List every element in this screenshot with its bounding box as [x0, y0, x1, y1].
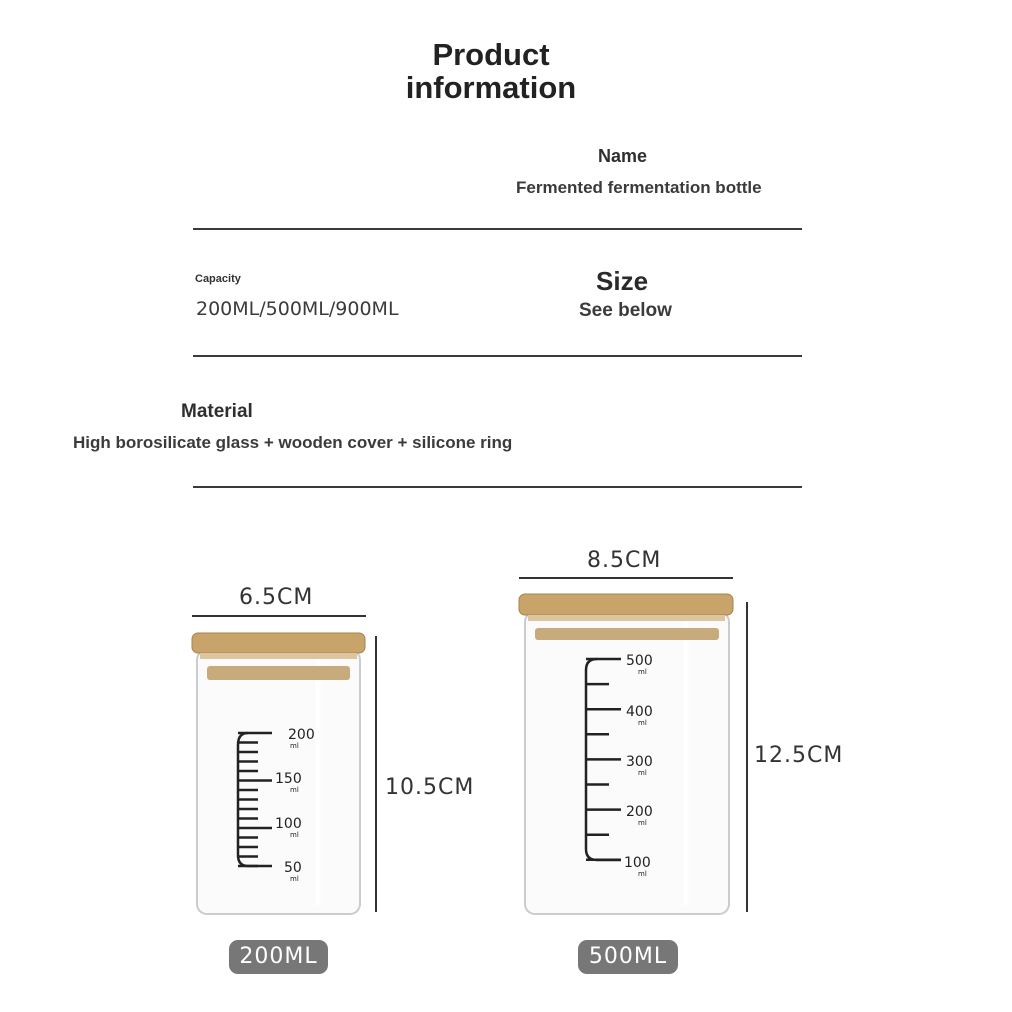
jar-500-illustration — [519, 578, 747, 914]
jar-200-scale-label: 150 — [275, 771, 302, 787]
jar-500-scale-unit: ml — [638, 719, 647, 727]
jar-200-silicone-ring — [207, 666, 350, 680]
jar-200-scale-unit: ml — [290, 786, 299, 794]
jar-500-width-label: 8.5CM — [587, 548, 662, 573]
jar-500-scale-label: 300 — [626, 754, 653, 770]
jar-500-height-label: 12.5CM — [754, 743, 844, 768]
jar-200-scale-unit: ml — [290, 875, 299, 883]
capacity-value: 200ML/500ML/900ML — [196, 298, 399, 320]
jar-500-scale-label: 500 — [626, 653, 653, 669]
title-line-2: information — [405, 70, 577, 105]
jar-500-scale-unit: ml — [638, 870, 647, 878]
jar-500-scale-label: 200 — [626, 804, 653, 820]
material-value: High borosilicate glass + wooden cover + silicone ring — [73, 433, 513, 452]
material-label: Material — [181, 401, 253, 422]
jar-500-scale-unit: ml — [638, 769, 647, 777]
jar-200-illustration — [192, 616, 376, 914]
jar-500-scale-unit: ml — [638, 819, 647, 827]
name-value: Fermented fermentation bottle — [516, 178, 762, 197]
size-value: See below — [579, 300, 672, 321]
jar-200-wooden-lid — [192, 633, 365, 653]
jar-200-scale-label: 50 — [284, 860, 302, 876]
jar-500-scale-label: 400 — [626, 704, 653, 720]
jar-200-capacity-badge: 200ML — [229, 940, 328, 974]
jar-200-width-label: 6.5CM — [239, 585, 314, 610]
title-line-1: Product — [432, 37, 550, 72]
name-label: Name — [598, 146, 648, 166]
jar-500-scale-label: 100 — [624, 855, 651, 871]
size-label: Size — [596, 266, 649, 296]
jar-200-height-label: 10.5CM — [385, 775, 475, 800]
jar-200-scale-label: 200 — [288, 727, 315, 743]
jar-200-scale-label: 100 — [275, 816, 302, 832]
jar-200-scale-unit: ml — [290, 742, 299, 750]
capacity-label: Capacity — [195, 273, 241, 285]
jar-200-lid-underside — [200, 653, 357, 659]
jar-500-lid-underside — [528, 615, 725, 621]
jar-500-capacity-badge: 500ML — [578, 940, 678, 974]
jar-500-silicone-ring — [535, 628, 719, 640]
jar-500-scale-unit: ml — [638, 668, 647, 676]
jar-200-scale-unit: ml — [290, 831, 299, 839]
jar-500-wooden-lid — [519, 594, 733, 615]
